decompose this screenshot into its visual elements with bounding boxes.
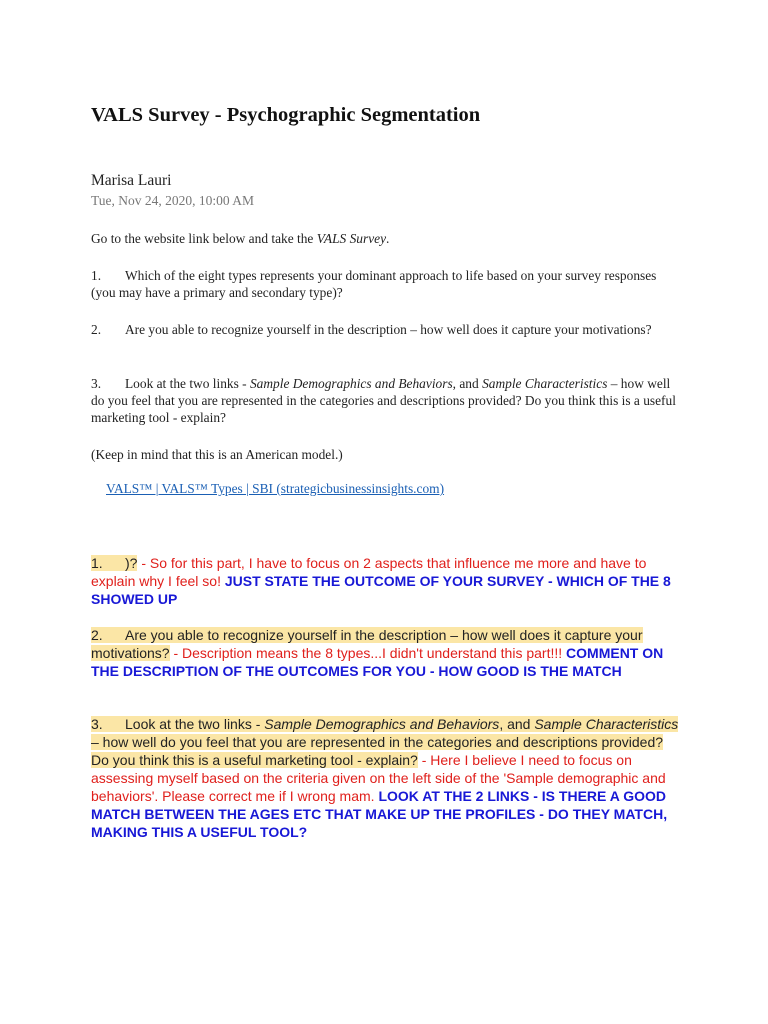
question-2: 2. Are you able to recognize yourself in the description – how well does it capture your motivations? (91, 322, 652, 337)
highlight: 1. )? (91, 555, 138, 571)
answer-3 (91, 715, 681, 841)
vals-types-link[interactable]: VALS™ | VALS™ Types | SBI (strategicbusinessinsights.com) (106, 481, 445, 496)
student-comment: - So for this part, I have to focus on 2 aspects that influence me more and have to explain why I feel so! (91, 555, 647, 589)
answer-1 (91, 554, 681, 608)
question-1: 1. Which of the eight types represents your dominant approach to life based on your survey responses (you may have a primary and secondary type)? (91, 268, 657, 300)
highlight: 3. Look at the two links - Sample Demographics and Behaviors, and Sample Characteristics – how well do you feel that you are represented in the categories and descriptions provided? Do you think this is a useful marketing tool - explain? (91, 716, 679, 768)
instructor-comment: COMMENT ON THE DESCRIPTION OF THE OUTCOMES FOR YOU - HOW GOOD IS THE MATCH (91, 645, 664, 679)
highlight: 2. Are you able to recognize yourself in the description – how well does it capture your motivations? (91, 627, 643, 661)
question-number: 2. (91, 322, 102, 337)
author-name: Marisa Lauri (91, 172, 172, 189)
instructor-comment: JUST STATE THE OUTCOME OF YOUR SURVEY - WHICH OF THE 8 SHOWED UP (91, 573, 671, 607)
question-number: 1. (91, 268, 102, 283)
note-paragraph: (Keep in mind that this is an American model.) (91, 447, 343, 462)
answer-2 (91, 626, 681, 680)
student-comment: - Here I believe I need to focus on assessing myself based on the criteria given on the left side of the 'Sample demographic and behaviors'. Please correct me if I wrong mam. (91, 752, 666, 804)
post-date: Tue, Nov 24, 2020, 10:00 AM (91, 193, 255, 208)
question-3: 3. Look at the two links - Sample Demographics and Behaviors, and Sample Characteristics – how well do you feel that you are represented in the categories and descriptions provided? Do you think this is a useful marketing tool - explain? (91, 376, 676, 425)
intro-paragraph: Go to the website link below and take the VALS Survey. (91, 231, 390, 246)
page-title: VALS Survey - Psychographic Segmentation (91, 104, 481, 126)
student-comment: - Description means the 8 types...I didn't understand this part!!! (169, 645, 563, 661)
instructor-comment: LOOK AT THE 2 LINKS - IS THERE A GOOD MATCH BETWEEN THE AGES ETC THAT MAKE UP THE PROFILES - DO THEY MATCH, MAKING THIS A USEFUL TOOL? (91, 788, 668, 840)
question-number: 3. (91, 376, 102, 391)
